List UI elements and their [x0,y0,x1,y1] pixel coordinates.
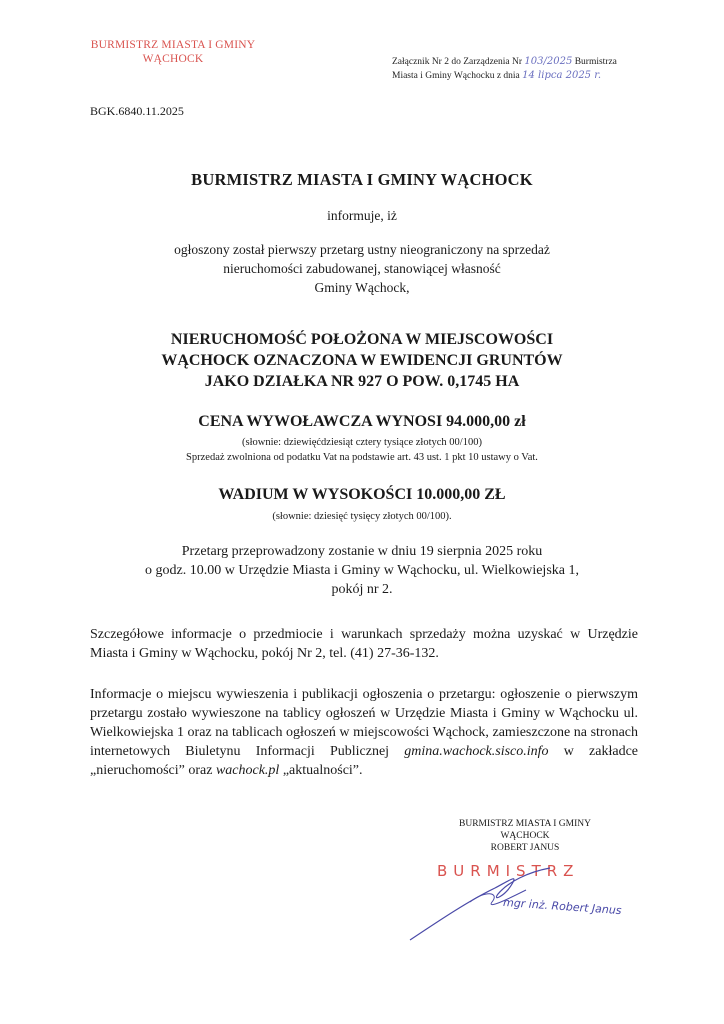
signature-line3: ROBERT JANUS [490,843,560,853]
annex-text-part1: Załącznik Nr 2 do Zarządzenia Nr [392,57,523,67]
intro-line1: ogłoszony został pierwszy przetarg ustny nieograniczony na sprzedaż [174,242,550,257]
publication-text1: Informacje o miejscu wywieszenia i publikacji ogłoszenia o przetargu: ogłoszenie o pierwszym przetargu zostało wywieszone na tablicy ogłoszeń w Urzędzie Miasta i Gminy w Wąchocku ul. Wielkowiejska 1 oraz na tablicach ogłoszeń w miejscowości Wąchock, zamieszczone na stronach internetowych Biuletynu Informacji Publicznej [90,687,638,759]
signature-line1: BURMISTRZ MIASTA I GMINY [459,819,591,829]
annex-line2-text: Miasta i Gminy Wąchocku z dnia [392,71,520,81]
page-title: BURMISTRZ MIASTA I GMINY WĄCHOCK [191,170,533,189]
annex-line2 [392,69,692,83]
price-in-words: (słownie: dziewięćdziesiąt cztery tysiące złotych 00/100) [242,437,482,448]
intro-line3: Gminy Wąchock, [314,280,410,295]
auction-line1: Przetarg przeprowadzony zostanie w dniu 19 sierpnia 2025 roku [181,544,543,559]
informs-text: informuje, iż [327,208,397,223]
signature-stamp: BURMISTRZ [437,862,580,880]
annex-handwritten-number: 103/2025 [524,56,573,67]
signature-block [430,818,620,854]
publication-text2: w zakładce „nieruchomości” oraz [90,744,638,778]
details-paragraph: Szczegółowe informacje o przedmiocie i warunkach sprzedaży można uzyskać w Urzędzie Miasta i Gminy w Wąchocku, pokój Nr 2, tel. (41) 27-36-132. [90,627,638,661]
header-stamp [88,38,258,66]
annex-handwritten-date: 14 lipca 2025 r. [522,70,602,81]
auction-line2: o godz. 10.00 w Urzędzie Miasta i Gminy w Wąchocku, ul. Wielkowiejska 1, [145,563,579,578]
website-link[interactable]: wachock.pl [215,763,280,778]
property-line1: NIERUCHOMOŚĆ POŁOŻONA W MIEJSCOWOŚCI [170,331,554,348]
signature-line2: WĄCHOCK [500,831,550,841]
publication-text3: „aktualności”. [279,763,363,778]
annex-line1 [392,55,692,69]
signature-stamp-name: mgr inż. Robert Janus [502,895,622,918]
auction-line3: pokój nr 2. [331,582,393,597]
annex-note [392,55,692,83]
intro-line2: nieruchomości zabudowanej, stanowiącej własność [223,261,501,276]
reference-number: BGK.6840.11.2025 [90,104,184,118]
property-line3: JAKO DZIAŁKA NR 927 O POW. 0,1745 HA [204,373,520,390]
property-line2: WĄCHOCK OZNACZONA W EWIDENCJI GRUNTÓW [161,352,563,369]
header-stamp-line2: WĄCHOCK [142,53,204,65]
header-stamp-line1: BURMISTRZ MIASTA I GMINY [90,39,256,51]
vat-note: Sprzedaż zwolniona od podatku Vat na podstawie art. 43 ust. 1 pkt 10 ustawy o Vat. [186,452,538,463]
auction-info [60,542,664,599]
handwritten-signature [400,850,590,945]
deposit-in-words: (słownie: dziesięć tysięcy złotych 00/100). [272,511,452,522]
publication-paragraph [90,685,638,780]
intro-paragraph [60,240,664,297]
property-heading [60,329,664,392]
deposit-heading: WADIUM W WYSOKOŚCI 10.000,00 ZŁ [218,486,506,503]
bip-link[interactable]: gmina.wachock.sisco.info [404,744,549,759]
price-heading: CENA WYWOŁAWCZA WYNOSI 94.000,00 zł [198,413,526,430]
annex-text-part2: Burmistrza [574,57,617,67]
